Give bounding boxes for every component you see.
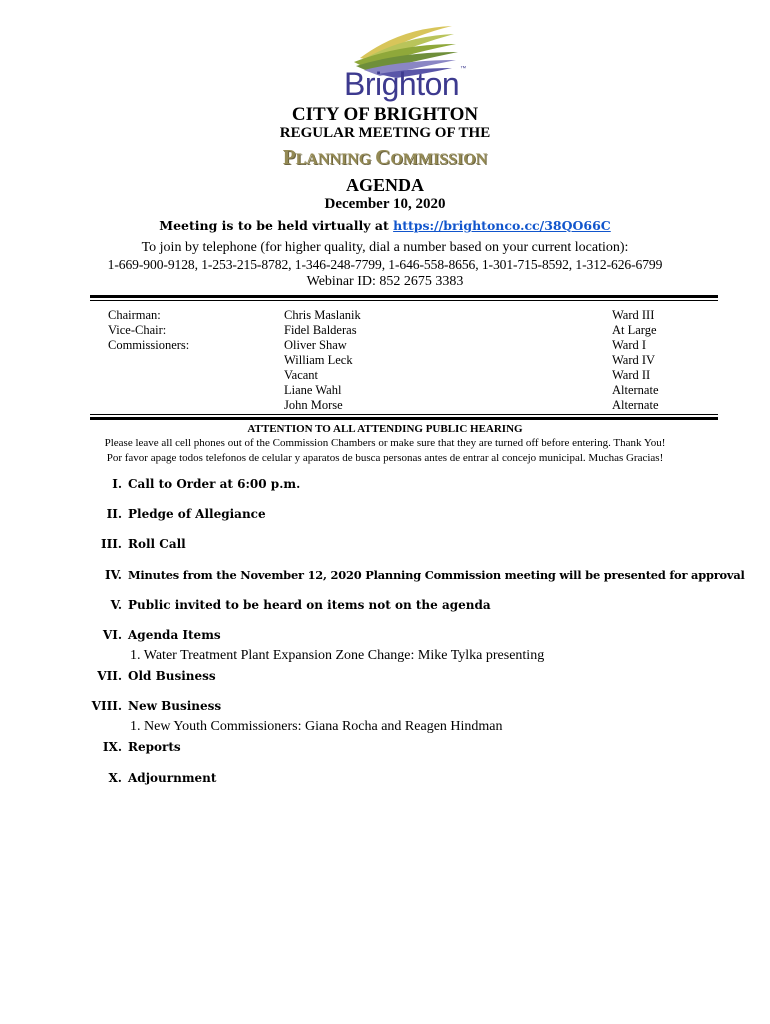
roster-name: Liane Wahl: [284, 383, 342, 397]
virtual-meeting-line: Meeting is to be held virtually at https://brightonco.cc/38QO66C: [159, 218, 611, 233]
agenda-item: VIII. New Business: [91, 699, 222, 713]
roster-name: Oliver Shaw: [284, 338, 347, 352]
divider-top: [90, 295, 718, 301]
agenda-item: II. Pledge of Allegiance: [106, 507, 266, 521]
phone-notice-spanish: Por favor apage todos telefonos de celular y aparatos de busca personas antes de entrar al concejo municipal. Muchas Gracias!: [106, 452, 664, 464]
agenda-item: IV. Minutes from the November 12, 2020 Planning Commission meeting will be presented for approval: [104, 568, 745, 582]
attention-notice: ATTENTION TO ALL ATTENDING PUBLIC HEARING: [247, 423, 523, 435]
roster-name: Chris Maslanik: [284, 308, 361, 322]
agenda-item: IX. Reports: [102, 740, 181, 754]
meeting-link[interactable]: https://brightonco.cc/38QO66C: [393, 218, 611, 233]
roster-ward: Ward IV: [612, 353, 656, 367]
roster-name: John Morse: [284, 398, 343, 412]
roster-wards: [612, 308, 659, 413]
roster-ward: Alternate: [612, 383, 659, 397]
meeting-date: December 10, 2020: [324, 196, 446, 212]
city-title: CITY OF BRIGHTON: [291, 104, 479, 125]
new-business-sub-item: 1. New Youth Commissioners: Giana Rocha and Reagen Hindman: [130, 719, 503, 734]
roster-ward: At Large: [612, 323, 657, 337]
agenda-item: III. Roll Call: [100, 537, 186, 551]
roster-ward: Ward I: [612, 338, 647, 352]
agenda-item: V. Public invited to be heard on items not on the agenda: [110, 598, 491, 612]
webinar-id: Webinar ID: 852 2675 3383: [306, 274, 464, 289]
commission-title: PLANNING COMMISSION: [282, 145, 488, 169]
phone-numbers: 1-669-900-9128, 1-253-215-8782, 1-346-248-7799, 1-646-558-8656, 1-301-715-8592, 1-312-626-6799: [107, 257, 663, 272]
meeting-title: REGULAR MEETING OF THE: [279, 125, 491, 141]
roster-name: William Leck: [284, 353, 353, 367]
roster-names: [284, 308, 361, 413]
agenda-title: AGENDA: [345, 175, 424, 195]
roster-title: Vice-Chair:: [108, 323, 167, 337]
agenda-item: VI. Agenda Items: [102, 628, 221, 642]
roster-title: Chairman:: [108, 308, 161, 322]
divider-bottom: [90, 414, 718, 420]
brighton-wordmark: Brighton™: [344, 66, 466, 102]
roster-name: Vacant: [284, 368, 319, 382]
phone-notice-english: Please leave all cell phones out of the Commission Chambers or make sure that they are turned off before entering. Thank You!: [104, 437, 666, 449]
roster-ward: Ward II: [612, 368, 651, 382]
roster-titles: [108, 308, 189, 353]
roster-ward: Ward III: [612, 308, 655, 322]
agenda-item: I. Call to Order at 6:00 p.m.: [112, 477, 301, 491]
roster-title: Commissioners:: [108, 338, 190, 352]
agenda-sub-item: 1. Water Treatment Plant Expansion Zone Change: Mike Tylka presenting: [130, 648, 545, 663]
agenda-item: X. Adjournment: [108, 771, 217, 785]
roster-ward: Alternate: [612, 398, 659, 412]
roster-name: Fidel Balderas: [284, 323, 357, 337]
agenda-item: VII. Old Business: [97, 669, 216, 683]
phone-intro: To join by telephone (for higher quality, dial a number based on your current location):: [141, 240, 629, 255]
